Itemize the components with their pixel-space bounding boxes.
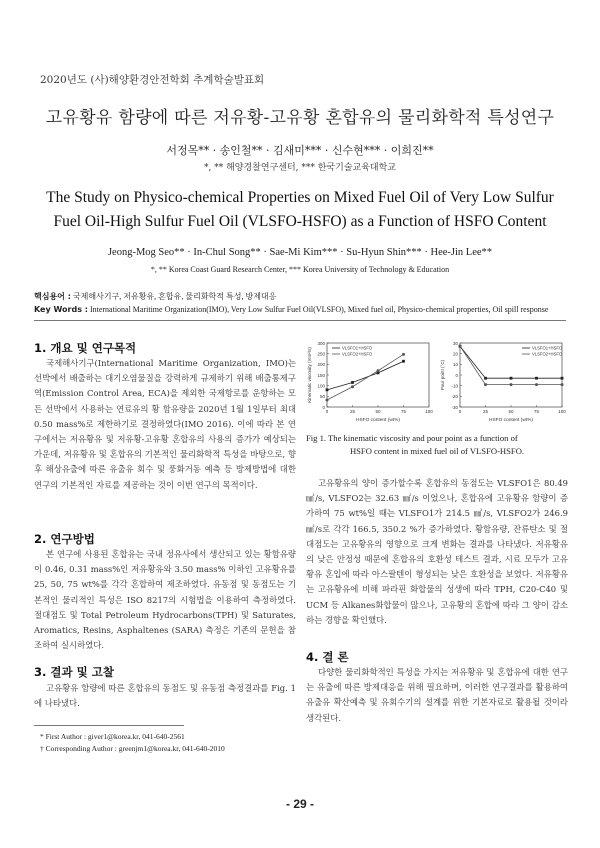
viscosity-chart <box>305 337 435 427</box>
data-point <box>561 383 564 386</box>
data-point <box>402 360 405 363</box>
legend-label: VLSFO2+HSFO <box>532 351 563 357</box>
data-point <box>510 377 513 380</box>
y-tick-label: 0 <box>455 372 458 378</box>
conference-header: 2020년도 (사)해양환경안전학회 추계학술발표회 <box>40 74 265 86</box>
footnote-rule <box>34 725 184 726</box>
x-tick-label: 25 <box>349 409 356 414</box>
y-tick-label: -20 <box>451 394 458 400</box>
y-tick-label: 100 <box>317 383 325 389</box>
section-1-title: 1. 개요 및 연구목적 <box>34 341 137 355</box>
x-tick-label: 50 <box>508 409 514 414</box>
y-axis-label: Pour point (°C) <box>440 359 445 391</box>
keywords-english-label: Key Words : <box>34 305 88 314</box>
y-tick-label: 250 <box>317 351 325 357</box>
y-tick-label: -30 <box>451 404 458 410</box>
x-tick-label: 25 <box>482 409 489 414</box>
keywords-english <box>34 304 574 316</box>
data-point <box>484 383 487 386</box>
series-line-2 <box>327 351 404 400</box>
y-tick-label: 300 <box>317 340 325 346</box>
data-point <box>351 381 354 384</box>
x-tick-label: 0 <box>325 409 329 414</box>
data-point <box>459 345 462 348</box>
data-point <box>510 383 513 386</box>
divider <box>34 320 566 321</box>
pour-point-chart <box>438 337 568 427</box>
keywords-korean <box>34 291 574 303</box>
data-point <box>326 399 329 402</box>
section-3-title: 3. 결과 및 고찰 <box>34 665 114 679</box>
page-number: - 29 - <box>285 797 314 811</box>
section-4-title: 4. 결 론 <box>306 650 349 664</box>
y-tick-label: -10 <box>451 383 458 389</box>
keywords-korean-label: 핵심용어 : <box>34 292 71 301</box>
english-authors: Jeong-Mog Seo** · In-Chul Song** · Sae-Mi Kim*** · Su-Hyun Shin*** · Hee-Jin Lee** <box>107 247 493 258</box>
data-point <box>351 385 354 388</box>
data-point <box>535 383 538 386</box>
english-title-line1: The Study on Physico-chemical Properties on Mixed Fuel Oil of Very Low Sulfur <box>46 189 554 206</box>
section-4-body: 다양한 물리화학적인 특성을 가지는 저유황유 및 혼합유에 대한 연구는 유출에 따른 방제대응을 위해 필요하며, 이러한 연구결과를 활용하여 유출유 확산예측 및 유회수기의 설계를 위한 기본자료로 활용될 것이라 생각된다. <box>306 667 568 723</box>
english-title-line2: Fuel Oil-High Sulfur Fuel Oil (VLSFO-HSFO) as a Function of HSFO Content <box>53 213 547 230</box>
data-point <box>484 377 487 380</box>
y-tick-label: 150 <box>317 372 325 378</box>
section-1-body: 국제해사기구(International Maritime Organization, IMO)는 선박에서 배출하는 대기오염물질을 강력하게 규제하기 위해 배출통제구역(Emission Control Area, ECA)을 제외한 국제항로를 운항하는 모든 선박에서 사용하는 연료유의 황 함유량을 2020년 1월 1일부터 최대 0.50 mass%로 제한하기로 결정하였다(IMO 2016). 이에 따라 본 연구에서는 저유황유 및 저유황-고유황 혼합유의 사용의 증가가 예상되는 가운데, 저유황유 및 혼합유의 기본적인 물리화학적 특성을 바탕으로, 향후 해상유출에 따른 유출유 회수 및 풍화거동 예측 등 방제방법에 대한 연구의 기본적인 자료를 제공하는 것이 이번 연구의 목적이다. <box>34 358 296 490</box>
legend-label: VLSFO1+HSFO <box>532 345 563 351</box>
x-tick-label: 100 <box>425 409 433 414</box>
x-tick-label: 0 <box>458 409 462 414</box>
legend-label: VLSFO1+HSFO <box>342 345 373 351</box>
x-axis-label: HSFO content (wt%) <box>356 418 400 423</box>
y-tick-label: 200 <box>317 362 325 368</box>
x-tick-label: 75 <box>400 409 407 414</box>
x-tick-label: 100 <box>558 409 566 414</box>
keywords-korean-text: 국제해사기구, 저유황유, 혼합유, 물리화학적 특성, 방제대응 <box>72 292 277 301</box>
data-point <box>326 388 329 391</box>
section-2-body: 본 연구에 사용된 혼합유는 국내 정유사에서 생산되고 있는 황함유량이 0.46, 0.31 mass%인 저유황유와 3.50 mass% 이하인 고유황유를 25, 50, 75 wt%를 각각 혼합하여 제조하였다. 유동점 및 동점도는 기본적인 물리적인 특성은 ISO 8217의 시험법을 이용하여 측정하였다. 절대점도 및 Total Petroleum Hydrocarbons(TPH) 및 Saturates, Aromatics, Resins, Asphaltenes (SARA) 측정은 기존의 문헌을 참조하여 실시하였다. <box>34 549 296 651</box>
footnote-corresponding-author: † Corresponding Author : greenjm1@korea.kr, 041-640-2010 <box>40 744 225 753</box>
y-tick-label: 20 <box>452 351 458 357</box>
english-affiliations: *, ** Korea Coast Guard Research Center, *** Korea University of Technology & Education <box>150 265 450 274</box>
y-tick-label: 10 <box>452 362 458 368</box>
data-point <box>377 369 380 372</box>
section-2-title: 2. 연구방법 <box>34 532 95 546</box>
legend-label: VLSFO2+HSFO <box>342 351 373 357</box>
y-tick-label: 0 <box>322 404 325 410</box>
keywords-english-text: International Maritime Organization(IMO), Very Low Sulfur Fuel Oil(VLSFO), Mixed fuel oil, Physico-chemical properties, Oil spill response <box>89 305 549 314</box>
korean-affiliations: *, ** 해양경찰연구센터, *** 한국기술교육대학교 <box>204 163 396 173</box>
footnote-first-author: * First Author : giver1@korea.kr, 041-640-2561 <box>40 732 185 741</box>
figure-caption-line2: HSFO content in mixed fuel oil of VLSFO-HSFO. <box>349 446 525 456</box>
series-line-1 <box>327 361 404 390</box>
figure-caption-line1: Fig 1. The kinematic viscosity and pour point as a function of <box>306 433 518 443</box>
x-tick-label: 75 <box>533 409 540 414</box>
data-point <box>535 377 538 380</box>
korean-authors: 서정목** · 송인철** · 김새미*** · 신수현*** · 이희진** <box>166 144 434 157</box>
data-point <box>561 377 564 380</box>
x-axis-label: HSFO content (wt%) <box>489 418 533 423</box>
x-tick-label: 50 <box>375 409 381 414</box>
y-tick-label: 30 <box>452 340 458 346</box>
section-3-body: 고유황유 함량에 따른 혼합유의 동점도 및 유동점 측정결과를 Fig. 1에 나타냈다. <box>34 683 296 709</box>
section-3-body-continued: 고유황유의 양이 증가할수록 혼합유의 동점도는 VLSFO1은 80.49 ㎟/s, VLSFO2는 32.63 ㎟/s 이었으나, 혼합유에 고유황유 함량이 증가하여 75 wt%일 때는 VLSFO1가 214.5 ㎟/s, VLSFO2가 246.9 ㎟/s로 각각 166.5, 350.2 %가 증가하였다. 황함유량, 잔류탄소 및 절대점도는 고유황유의 영향으로 크게 변화는 결과를 나타냈다. 저유황유의 낮은 안정성 때문에 혼합유의 호환성 테스트 결과, 시료 모두가 고유황유 혼입에 따라 아스팔텐이 형성되는 낮은 호환성을 보였다. 저유황유는 고유황유에 비해 파라핀 화합물의 성생에 따라 TPH, C20-C40 및 UCM 등 Alkanes화합물이 많으나, 고유황의 혼합에 따라 그 양이 감소하는 경향을 확인했다. <box>306 478 568 625</box>
data-point <box>402 353 405 356</box>
figure-caption <box>306 432 568 458</box>
korean-title: 고유황유 함량에 따른 저유황-고유황 혼합유의 물리화학적 특성연구 <box>45 108 555 128</box>
y-tick-label: 50 <box>319 394 325 400</box>
y-axis-label: Kinematic viscosity (mm²/s) <box>307 347 312 403</box>
english-title <box>20 186 580 234</box>
